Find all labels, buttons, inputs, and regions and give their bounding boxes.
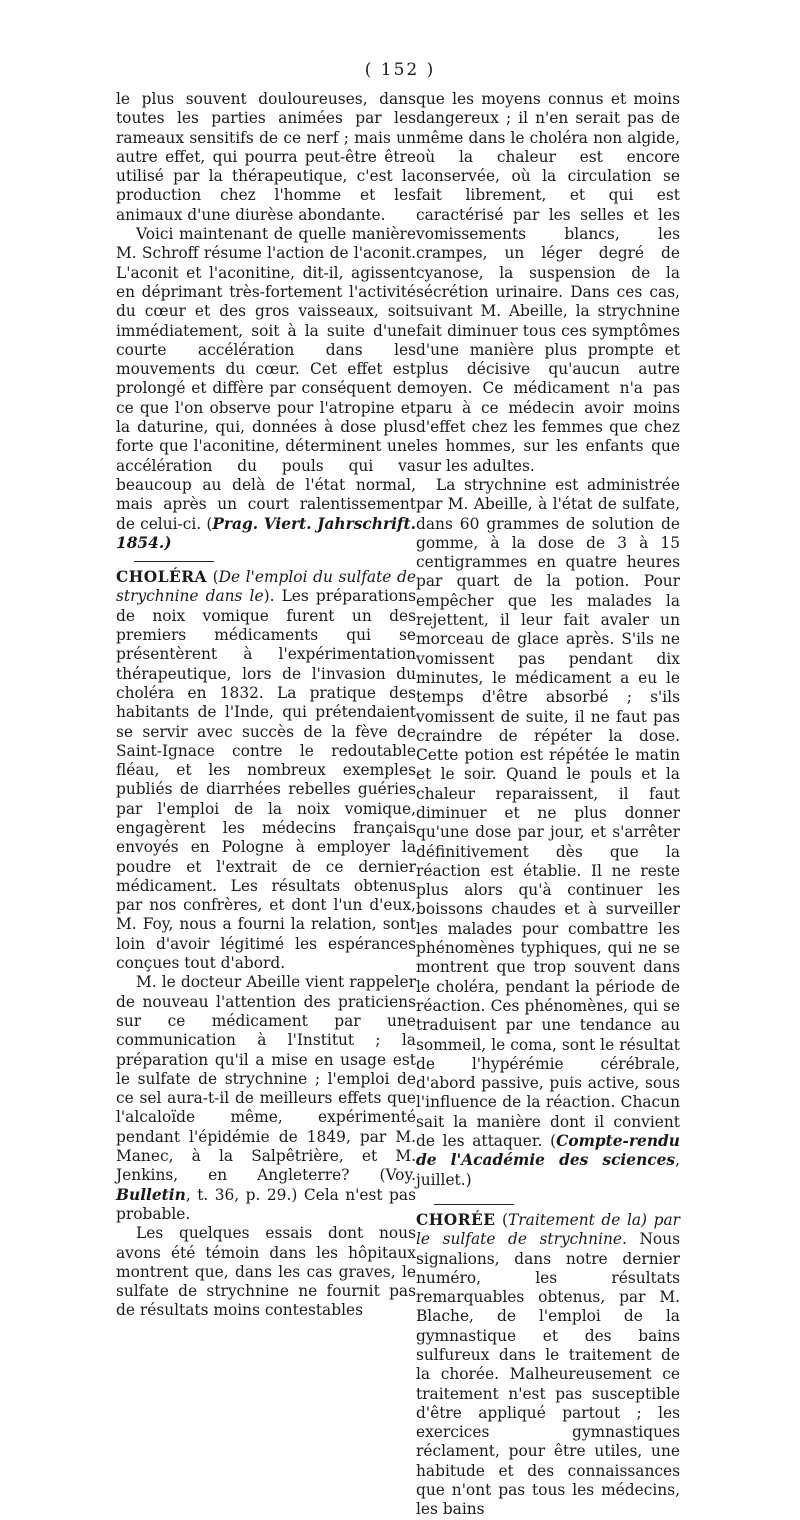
cholera-open-paren: ( [206,568,219,587]
administration-tail: , juillet.) [416,1151,680,1189]
paragraph-hospital-trials: Les quelques essais dont nous avons été témoin dans les hôpitaux montrent que, dans les cas graves, le sulfate de strychnine ne fournit pas de résultats moins contestables [116,1224,416,1320]
section-heading-cholera: CHOLÉRA [116,568,207,587]
paragraph-cholera [116,568,416,973]
abeille-tail: , t. 36, p. 29.) Cela n'est pas probable. [116,1185,416,1223]
bulletin-source: Bulletin [116,1185,186,1204]
schroff-text: Voici maintenant de quelle manière M. Schroff résume l'action de l'aconit. L'aconit et l'aconitine, dit-il, agissent en déprimant très-fortement l'activité du cœur et des gros vaisseaux, soit immédiatement, soit à la suite d'une courte accélération dans les mouvements du cœur. Cet effet est prolongé et diffère par conséquent de ce que l'on observe pour l'atropine et la daturine, qui, données à dose plus forte que l'aconitine, déterminent une accélération du pouls qui va beaucoup au delà de l'état normal, mais après un court ralentissement de celui-ci. ( [116,225,416,533]
choree-open-paren: ( [495,1210,509,1229]
paragraph-choree [416,1211,680,1520]
paragraph-non-algid-cholera: que les moyens connus et moins dangereux ; il n'en serait pas de même dans le choléra non algide, où la chaleur est encore conservée, où la circulation se fait librement, et qui est caractérisé par les selles et les vomissements blancs, les crampes, un léger degré de cyanose, la suspension de la sécrétion urinaire. Dans ces cas, suivant M. Abeille, la strychnine fait diminuer tous ces symptômes d'une manière plus prompte et plus décisive qu'aucun autre moyen. Ce médicament n'a pas paru à ce médecin avoir moins d'effet chez les femmes que chez les hommes, sur les enfants que sur les adultes. [416,90,680,475]
section-divider [134,561,214,562]
administration-text: La strychnine est administrée par M. Abeille, à l'état de sulfate, dans 60 grammes de solution de gomme, à la dose de 3 à 15 centigrammes en quatre heures par quart de la potion. Pour empêcher que les malades la rejettent, il leur fait avaler un morceau de glace après. S'ils ne vomissent pas pendant dix minutes, le médicament a eu le temps d'être absorbé ; s'ils vomissent de suite, il ne faut pas craindre de répéter la dose. Cette potion est répétée le matin et le soir. Quand le pouls et la chaleur reparaissent, il faut diminuer et ne plus donner qu'une dose par jour, et s'arrêter définitivement dès que la réaction est établie. Il ne reste plus alors qu'à continuer les boissons chaudes et à surveiller les malades pour combattre les phénomènes typhiques, qui ne se montrent que trop souvent dans le choléra, pendant la période de réaction. Ces phénomènes, qui se traduisent par une tendance au sommeil, le coma, sont le résultat de l'hypérémie cérébrale, d'abord passive, puis active, sous l'influence de la réaction. Chacun sait la manière dont il convient de les attaquer. ( [416,475,680,1151]
paragraph-aconit-effects: le plus souvent douloureuses, dans toutes les parties animées par les rameaux sensitifs de ce nerf ; mais un autre effet, qui pourra peut-être être utilisé par la thérapeutique, c'est la production chez l'homme et les animaux d'une diurèse abondante. [116,90,416,224]
left-column [116,90,416,1321]
cholera-subtitle: De l'emploi du sulfate de strychnine dans le [116,568,416,606]
section-heading-choree: CHORÉE [416,1210,496,1229]
choree-text: . Nous signalions, dans notre dernier numéro, les résultats remarquables obtenus, par M. Blache, de l'emploi de la gymnastique et des bains sulfureux dans le traitement de la chorée. Malheureusement ce traitement n'est pas susceptible d'être appliqué partout ; les exercices gymnastiques réclament, pour être utiles, une habitude et des connaissances que n'ont pas tous les médecins, les bains [416,1230,681,1519]
academie-source: Compte-rendu de l'Académie des sciences [416,1132,680,1170]
cholera-text: ). Les préparations de noix vomique furent un des premiers médicaments qui se présentèrent à l'expérimentation thérapeutique, lors de l'invasion du choléra en 1832. La pratique des habitants de l'Inde, qui prétendaient se servir avec succès de la fève de Saint-Ignace contre le redoutable fléau, et les nombreux exemples publiés de diarrhées rebelles guéries par l'emploi de la noix vomique, engagèrent les médecins français envoyés en Pologne à employer la poudre et l'extrait de ce dernier médicament. Les résultats obtenus par nos confrères, et dont l'un d'eux, M. Foy, nous a fourni la relation, sont loin d'avoir légitimé les espérances conçues tout d'abord. [116,587,416,973]
paragraph-administration [416,476,680,1190]
abeille-text: M. le docteur Abeille vient rappeler de nouveau l'attention des praticiens sur ce médicament par une communication à l'Institut ; la préparation qu'il a mise en usage est le sulfate de strychnine ; l'emploi de ce sel aura-t-il de meilleurs effets que l'alcaloïde même, expérimenté pendant l'épidémie de 1849, par M. Manec, à la Salpêtrière, et M. Jenkins, en Angleterre? (Voy. [116,973,416,1185]
paragraph-abeille-communication [116,973,416,1224]
schroff-source: Prag. Viert. Jahrschrift. [212,514,417,533]
right-column [416,90,680,1520]
paragraph-schroff-summary [116,225,416,553]
section-divider [434,1204,514,1205]
schroff-year: 1854.) [116,533,172,552]
choree-subtitle: Traitement de la) par le sulfate de strychnine [416,1210,680,1249]
page-number: ( 152 ) [364,60,436,80]
